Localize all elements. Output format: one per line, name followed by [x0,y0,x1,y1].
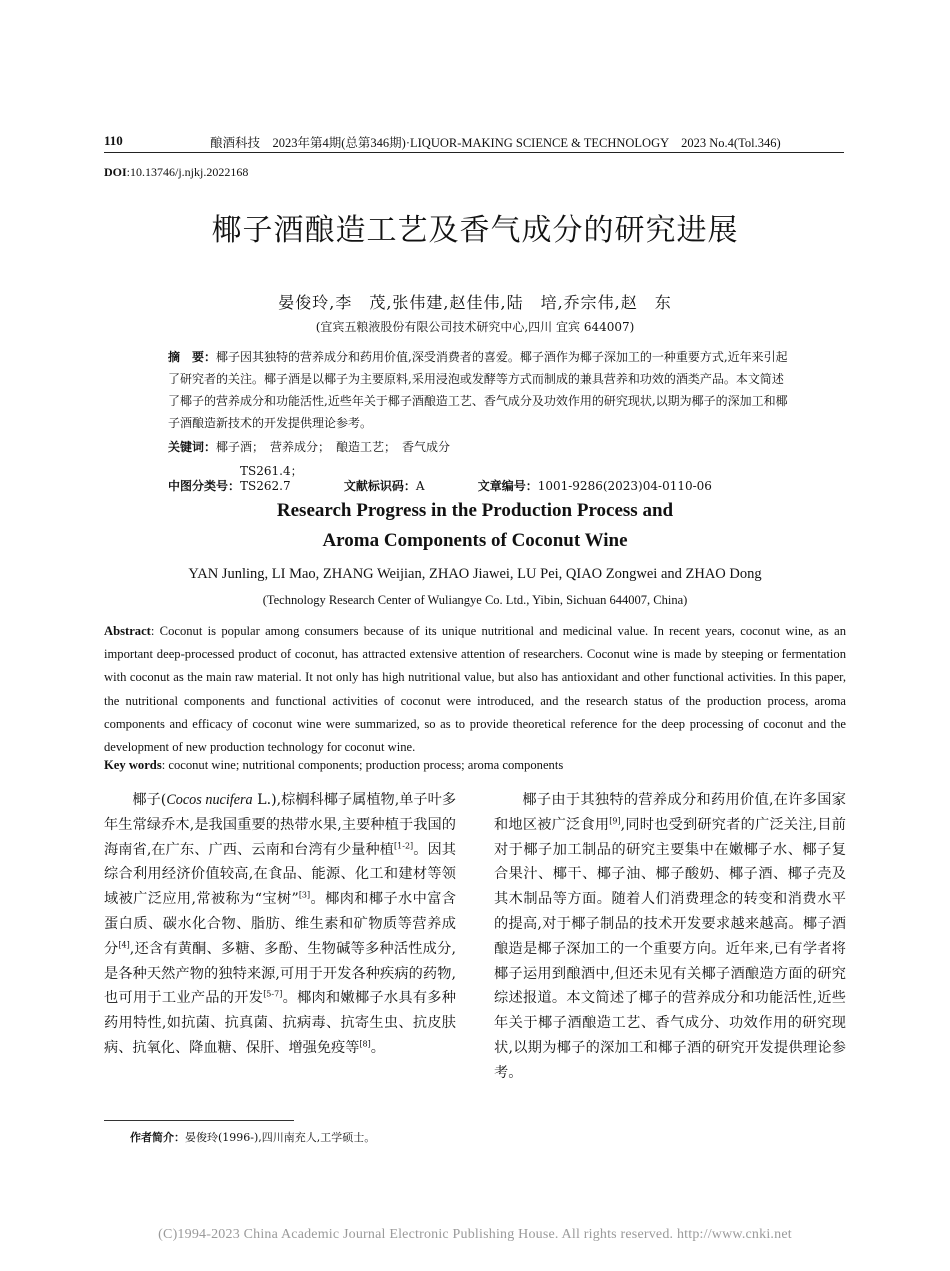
en-title [0,496,950,556]
footnote-label: 作者简介： [130,1131,185,1144]
cn-authors: 晏俊玲,李 茂,张伟建,赵佳伟,陆 培,乔宗伟,赵 东 [278,293,672,312]
body-paragraph: 椰子由于其独特的营养成分和药用价值,在许多国家和地区被广泛食用[9],同时也受到研究者的广泛关注,目前对于椰子加工制品的研究主要集中在嫩椰子水、椰子复合果汁、椰干、椰子油、椰子酸奶、椰子酒、椰子壳及其木制品等方面。随着人们消费理念的转变和消费水平的提高,对于椰子制品的技术开发要求越来越高。椰子酒酿造是椰子深加工的一个重要方向。近年来,已有学者将椰子运用到酿酒中,但还未见有关椰子酒酿造方面的研究综述报道。本文简述了椰子的营养成分和功能活性,近些年关于椰子酒酿造工艺、香气成分、功效作用的研究现状,以期为椰子的深加工和椰子酒的研究开发提供理论参考。 [494,792,846,1081]
citation[interactable]: [5-7] [263,989,283,999]
citation[interactable]: [1-2] [394,840,414,850]
body-column-left [104,788,456,1061]
en-keywords [104,758,563,773]
en-abstract-label: Abstract [104,624,151,638]
doi-label: DOI [104,165,127,179]
cn-abstract [168,346,788,434]
cn-affiliation: (宜宾五粮液股份有限公司技术研究中心,四川 宜宾 644007) [315,320,635,334]
en-abstract-text: : Coconut is popular among consumers because of its unique nutritional and medicinal value. In recent years, coconut wine, as an important deep-processed product of coconut, has attracted extensive attention of researchers. Coconut wine is made by steeping or fermentation with coconut as the main raw material. It not only has high nutritional value, but also has antioxidant and other functional activities. In this paper, the nutritional components and functional activities of coconut were introduced, and the research status of the production process, aroma components and efficacy of coconut wine were summarized, so as to provide theoretical reference for the deep processing of coconut and the development of new production technology for coconut wine. [104,624,846,755]
article-no-label: 文章编号： [477,479,538,493]
doi-value[interactable]: 10.13746/j.njkj.2022168 [130,165,249,179]
footnote-text: 晏俊玲(1996-),四川南充人,工学硕士。 [185,1131,376,1144]
page-number: 110 [104,133,123,148]
citation[interactable]: [9] [609,816,621,826]
cn-keywords-text: 椰子酒； 营养成分； 酿造工艺； 香气成分 [216,440,451,454]
clc-label: 中图分类号： [168,479,241,493]
cn-abstract-label: 摘 要： [168,350,217,364]
cn-abstract-text: 椰子因其独特的营养成分和药用价值,深受消费者的喜爱。椰子酒作为椰子深加工的一种重要方式,近年来引起了研究者的关注。椰子酒是以椰子为主要原料,采用浸泡或发酵等方式而制成的兼具营养和功效的酒类产品。本文简述了椰子的营养成分和功能活性,近些年关于椰子酒酿造工艺、香气成分及功效作用的研究现状,以期为椰子的深加工和椰子酒酿造新技术的开发提供理论参考。 [168,350,788,430]
author-footnote [130,1129,375,1145]
doi: DOI:10.13746/j.njkj.2022168 [104,165,249,179]
copyright-watermark: (C)1994-2023 China Academic Journal Electronic Publishing House. All rights reserved. http://www.cnki.net [158,1227,792,1242]
en-title-line2: Aroma Components of Coconut Wine [322,530,628,551]
doc-code-value: A [415,479,425,493]
cn-classification [168,462,788,494]
en-affiliation: (Technology Research Center of Wuliangye Co. Ltd., Yibin, Sichuan 644007, China) [262,593,688,607]
en-authors: YAN Junling, LI Mao, ZHANG Weijian, ZHAO Jiawei, LU Pei, QIAO Zongwei and ZHAO Dong [188,566,762,582]
body-paragraph: 椰子(Cocos nucifera L.),棕榈科椰子属植物,单子叶多年生常绿乔木,是我国重要的热带水果,主要种植于我国的海南省,在广东、广西、云南和台湾有少量种植[1-2]。因其综合利用经济价值较高,在食品、能源、化工和建材等领域被广泛应用,常被称为“宝树”[3]。椰肉和椰子水中富含蛋白质、碳水化合物、脂肪、维生素和矿物质等营养成分[4],还含有黄酮、多糖、多酚、生物碱等多种活性成分,是各种天然产物的独特来源,可用于开发各种疾病的药物,也可用于工业产品的开发[5-7]。椰肉和嫩椰子水具有多种药用特性,如抗菌、抗真菌、抗病毒、抗寄生虫、抗皮肤病、抗氧化、降血糖、保肝、增强免疫等[8]。 [104,792,457,1056]
citation[interactable]: [4] [118,940,130,950]
en-keywords-label: Key words [104,758,162,772]
journal-header: 酿酒科技 2023年第4期(总第346期)·LIQUOR-MAKING SCIENCE & TECHNOLOGY 2023 No.4(Tol.346) [210,136,781,150]
citation[interactable]: [8] [359,1039,371,1049]
doc-code-label: 文献标识码： [343,479,416,493]
cn-keywords [168,438,450,455]
footnote-rule [104,1120,294,1121]
cn-keywords-label: 关键词： [168,440,217,454]
en-abstract [104,620,846,759]
cn-title: 椰子酒酿造工艺及香气成分的研究进展 [211,213,739,248]
body-column-right [494,788,846,1086]
en-title-line1: Research Progress in the Production Process and [276,500,674,521]
clc-value: TS261.4；TS262.7 [240,464,303,493]
en-keywords-text: : coconut wine; nutritional components; production process; aroma components [161,758,564,772]
article-no-value: 1001-9286(2023)04-0110-06 [537,479,712,493]
citation[interactable]: [3] [298,890,311,900]
species-name: Cocos nucifera [166,792,253,808]
